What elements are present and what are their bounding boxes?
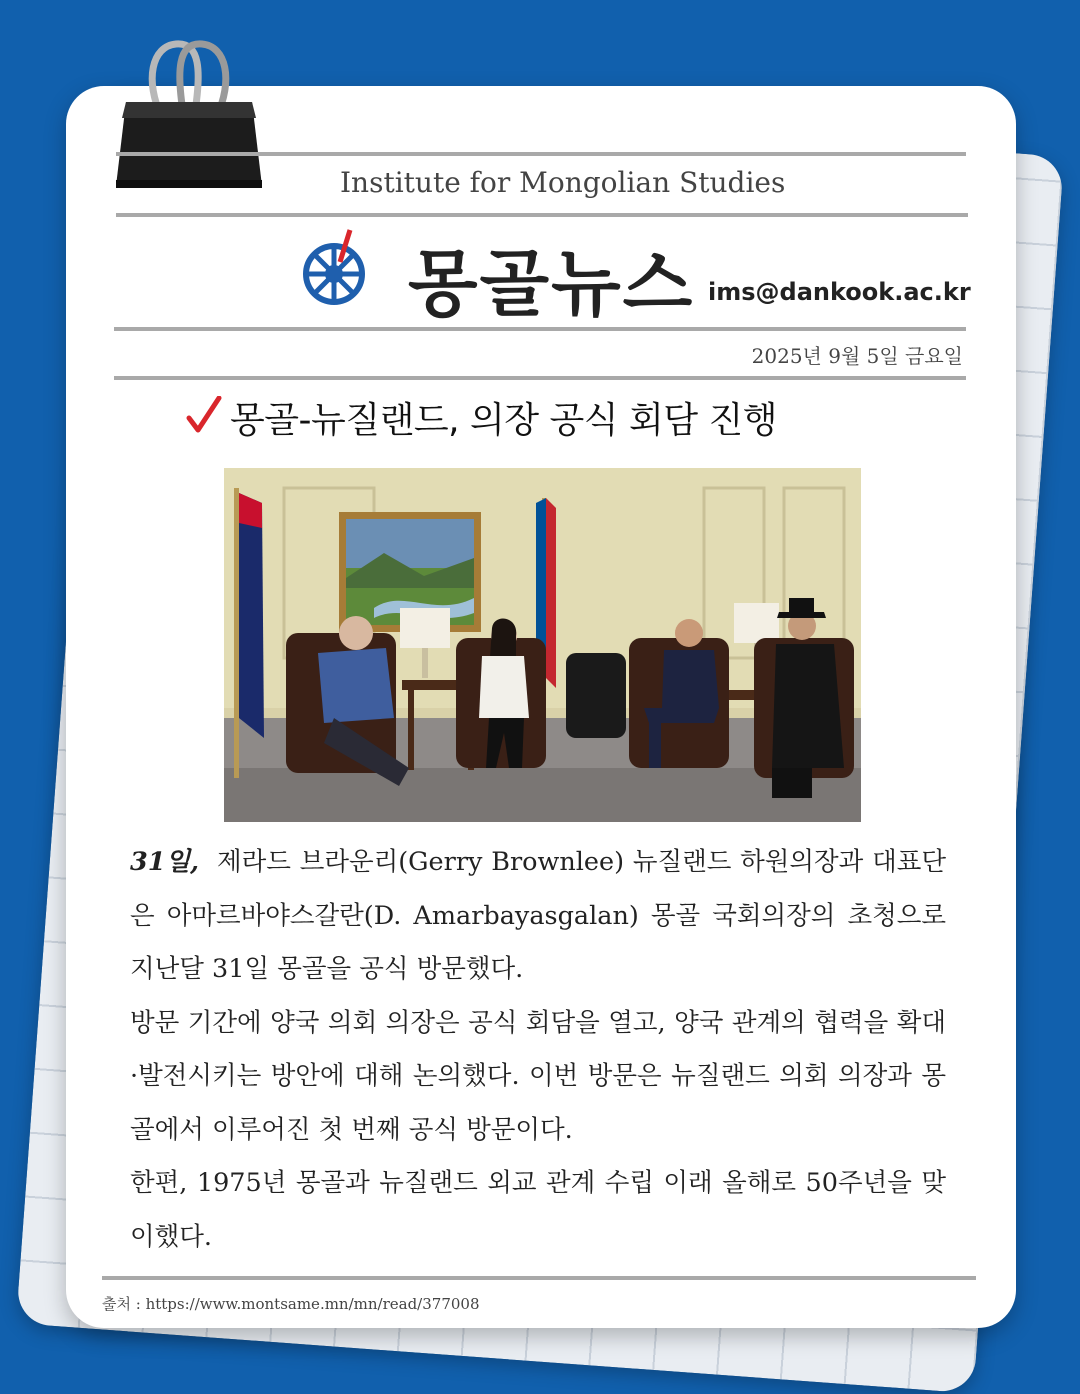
article-body xyxy=(130,836,946,1264)
issue-date: 2025년 9월 5일 금요일 xyxy=(751,344,963,368)
meeting-photo xyxy=(224,468,861,822)
top-rule xyxy=(116,152,966,156)
date-rule xyxy=(114,376,966,380)
article-headline: 몽골-뉴질랜드, 의장 공식 회담 진행 xyxy=(230,400,778,441)
masthead-title: 몽골뉴스 xyxy=(408,242,695,326)
paragraph-1-text: 제라드 브라운리(Gerry Brownlee) 뉴질랜드 하원의장과 대표단은 아마르바야스갈란(D. Amarbayasgalan) 몽골 국회의장의 초청으로 지난달 31일 몽골을 공식 방문했다. xyxy=(130,847,946,984)
institute-logo-icon xyxy=(300,228,372,308)
paragraph-2: 방문 기간에 양국 의회 의장은 공식 회담을 열고, 양국 관계의 협력을 확대·발전시키는 방안에 대해 논의했다. 이번 방문은 뉴질랜드 의회 의장과 몽골에서 이루어진 첫 번째 공식 방문이다. xyxy=(130,1007,946,1145)
paragraph-1 xyxy=(130,836,946,997)
lead-date: 31일, xyxy=(130,847,199,877)
check-mark-icon xyxy=(186,396,222,436)
paragraph-3: 한편, 1975년 몽골과 뉴질랜드 외교 관계 수립 이래 올해로 50주년을 맞이했다. xyxy=(130,1168,946,1252)
institute-name: Institute for Mongolian Studies xyxy=(340,166,786,199)
institute-rule xyxy=(116,213,968,217)
source-link[interactable]: 출처 : https://www.montsame.mn/mn/read/377008 xyxy=(102,1295,480,1313)
contact-email[interactable]: ims@dankook.ac.kr xyxy=(708,278,971,306)
binder-clip-icon xyxy=(104,40,274,200)
footer-rule xyxy=(102,1276,976,1280)
